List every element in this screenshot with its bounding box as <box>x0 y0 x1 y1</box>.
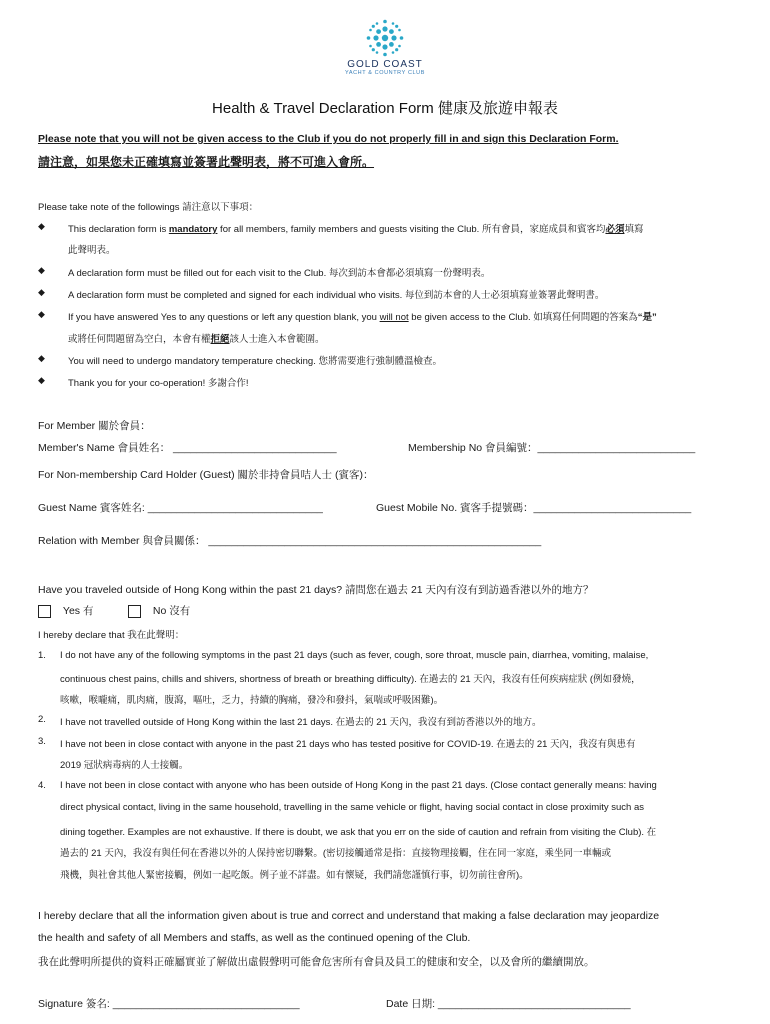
yes-checkbox[interactable] <box>38 605 51 618</box>
bullet-1-text: This declaration form is <box>68 224 169 235</box>
item-number: 1. <box>38 650 46 661</box>
notes-heading: Please take note of the followings 請注意以下事項： <box>38 202 259 213</box>
guest-heading: For Non-membership Card Holder (Guest) 關於非持會員咭人士 (賓客)： <box>38 469 374 481</box>
member-name-field[interactable]: Member's Name 會員姓名： ____________________________ <box>38 442 337 454</box>
guest-mobile-field[interactable]: Guest Mobile No. 賓客手提號碼：___________________________ <box>376 502 692 514</box>
bullet-1-mandatory: mandatory <box>168 224 218 235</box>
membership-no-field[interactable]: Membership No 會員編號：___________________________ <box>408 442 696 454</box>
bullet-3: A declaration form must be completed and signed for each individual who visits. 每位到訪本會的人士必須填寫並簽署此聲明書。 <box>68 290 605 301</box>
bullet-5: You will need to undergo mandatory temperature checking. 您將需要進行強制體溫檢查。 <box>68 356 442 367</box>
item-number: 3. <box>38 736 46 747</box>
yes-label: Yes 有 <box>62 605 94 617</box>
no-checkbox[interactable] <box>128 605 141 618</box>
bullet-1 <box>68 221 643 235</box>
bullet-4-line-2-text: 或將任何問題留為空白，本會有權 <box>68 334 211 345</box>
flower-icon <box>365 18 405 58</box>
bullet-2: A declaration form must be filled out for each visit to the Club. 每次到訪本會都必須填寫一份聲明表。 <box>68 268 491 279</box>
bullet-icon: ◆ <box>38 265 45 275</box>
bullet-6: Thank you for your co-operation! 多謝合作! <box>68 378 249 389</box>
logo-name: GOLD COAST <box>347 59 423 70</box>
travel-question: Have you traveled outside of Hong Kong within the past 21 days? 請問您在過去 21 天內有沒有到訪過香港以外的地方？ <box>38 584 594 596</box>
bullet-1-line-2: 此聲明表。 <box>68 245 116 256</box>
relation-field[interactable]: Relation with Member 與會員關係： _________________________________________________________ <box>38 535 542 547</box>
item-3-line-2: 2019 冠狀病毒病的人士接觸。 <box>60 760 189 771</box>
form-title: Health & Travel Declaration Form 健康及旅遊申報表 <box>212 100 558 117</box>
member-heading: For Member 關於會員： <box>38 420 151 432</box>
yes-option[interactable] <box>38 603 93 618</box>
bullet-1-text-mid: for all members, family members and guests visiting the Club. 所有會員，家庭成員和賓客均 <box>217 224 606 235</box>
bullet-icon: ◆ <box>38 309 45 319</box>
item-1-line-1: I do not have any of the following symptoms in the past 21 days (such as fever, cough, sore throat, muscle pain, diarrhea, vomiting, malaise, <box>60 650 649 661</box>
bullet-1-text-end: 填寫 <box>624 224 644 235</box>
bullet-4-yes: “是” <box>637 312 657 323</box>
club-logo <box>338 18 432 76</box>
bullet-4-line-2-end: 該人士進入本會範圍。 <box>229 334 325 345</box>
bullet-icon: ◆ <box>38 375 45 385</box>
date-field[interactable]: Date 日期: _________________________________ <box>386 998 631 1010</box>
item-2: I have not travelled outside of Hong Kong within the last 21 days. 在過去的 21 天內，我沒有到訪香港以外的地方。 <box>60 717 542 728</box>
item-4-line-2: direct physical contact, living in the same household, travelling in the same vehicle or flight, having social contact in close proximity such as <box>60 802 645 813</box>
final-declaration-line-2: the health and safety of all Members and staffs, as well as the continued opening of the Club. <box>38 932 471 944</box>
bullet-4-text: If you have answered Yes to any questions or left any question blank, you <box>68 312 380 323</box>
item-1-line-2: continuous chest pains, chills and shivers, shortness of breath or breathing difficulty). 在過去的 21 天內，我沒有任何疾病症狀 (例如發燒， <box>60 674 641 685</box>
signature-field[interactable]: Signature 簽名: ________________________________ <box>38 998 300 1010</box>
final-declaration-line-1: I hereby declare that all the information given about is true and correct and understand that making a false declaration may jeopardize <box>38 910 660 922</box>
bullet-icon: ◆ <box>38 287 45 297</box>
final-declaration-chinese: 我在此聲明所提供的資料正確屬實並了解做出虛假聲明可能會危害所有會員及員工的健康和安全，以及會所的繼續開放。 <box>38 956 595 968</box>
bullet-4 <box>68 309 657 323</box>
bullet-4-line-2 <box>68 331 325 345</box>
no-label: No 沒有 <box>152 605 191 617</box>
item-1-line-3: 咳嗽，喉嚨痛，肌肉痛，腹瀉，嘔吐，乏力，持續的胸痛，發冷和發抖，氣喘或呼吸困難)。 <box>60 695 444 706</box>
bullet-4-refuse: 拒絕 <box>210 334 230 345</box>
bullet-icon: ◆ <box>38 353 45 363</box>
item-3-line-1: I have not been in close contact with anyone in the past 21 days who has tested positive for COVID-19. 在過去的 21 天內，我沒有與患有 <box>60 739 636 750</box>
item-4-line-1: I have not been in close contact with anyone who has been outside of Hong Kong in the past 21 days. (Close contact generally means: having <box>60 780 657 791</box>
item-number: 4. <box>38 780 46 791</box>
bullet-icon: ◆ <box>38 221 45 231</box>
item-number: 2. <box>38 714 46 725</box>
bullet-4-will-not: will not <box>379 312 409 323</box>
item-4-line-3: dining together. Examples are not exhaustive. If there is doubt, we ask that you err on the side of caution and refrain from visiting the Club). 在 <box>60 827 657 838</box>
bullet-1-must: 必須 <box>605 224 625 235</box>
guest-name-field[interactable]: Guest Name 賓客姓名: ______________________________ <box>38 502 323 514</box>
no-option[interactable] <box>128 603 190 618</box>
logo-subtitle: YACHT & COUNTRY CLUB <box>344 70 426 76</box>
declare-heading: I hereby declare that 我在此聲明： <box>38 630 185 641</box>
notice-english: Please note that you will not be given access to the Club if you do not properly fill in and sign this Declaration Form. <box>38 133 619 145</box>
item-4-line-4: 過去的 21 天內，我沒有與任何在香港以外的人保持密切聯繫。(密切接觸通常是指：直接物理接觸，住在同一家庭，乘坐同一車輛或 <box>60 848 612 859</box>
bullet-4-text-mid: be given access to the Club. 如填寫任何問題的答案為 <box>408 312 638 323</box>
notice-chinese: 請注意，如果您未正確填寫並簽署此聲明表，將不可進入會所。 <box>38 155 375 169</box>
item-4-line-5: 飛機，與社會其他人緊密接觸，例如一起吃飯。例子並不詳盡。如有懷疑，我們請您謹慎行事，切勿前往會所)。 <box>60 870 529 881</box>
